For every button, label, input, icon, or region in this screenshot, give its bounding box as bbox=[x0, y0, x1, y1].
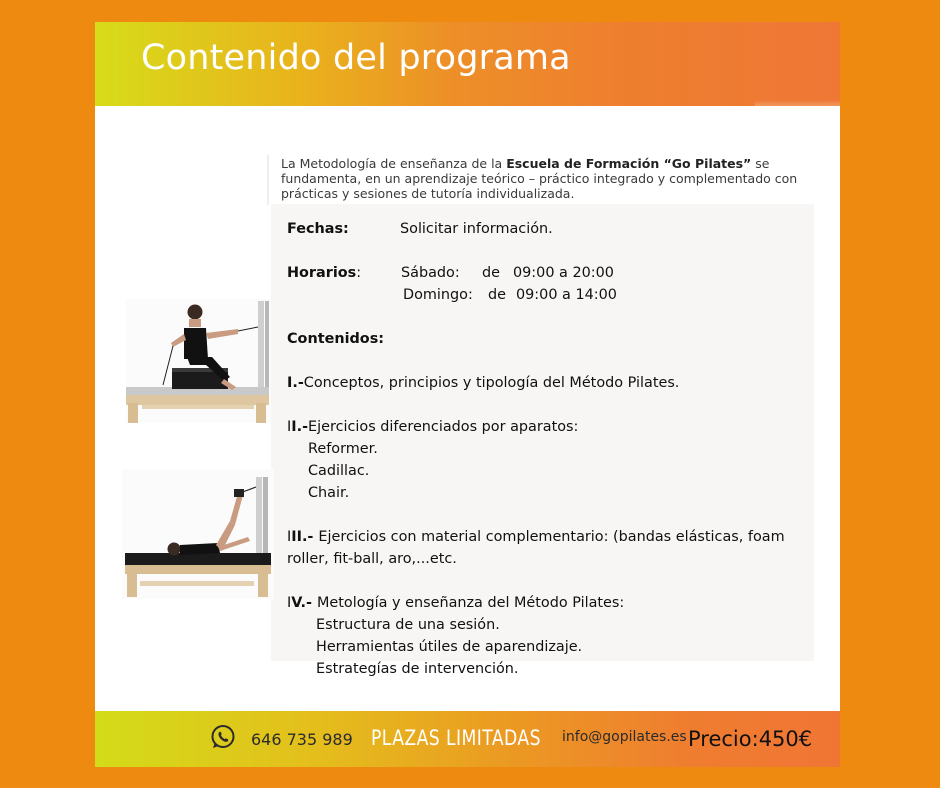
program-card bbox=[95, 22, 840, 767]
page-title: Contenido del programa bbox=[141, 38, 571, 78]
reformer-seated-illustration bbox=[126, 299, 271, 423]
section-4-title: Metología y enseñanza del Método Pilates: bbox=[316, 595, 625, 611]
limited-places-banner: PLAZAS LIMITADAS bbox=[371, 726, 541, 750]
phone-number[interactable]: 646 735 989 bbox=[251, 730, 353, 749]
list-item: Herramientas útiles de aparendizaje. bbox=[316, 639, 583, 655]
section-1-number: I.- bbox=[287, 375, 304, 391]
section-2 bbox=[287, 416, 807, 438]
list-item: Chair. bbox=[308, 485, 350, 501]
photo-cadillac-lying bbox=[122, 469, 274, 599]
schedule-label: Horarios bbox=[287, 265, 357, 281]
whatsapp-icon bbox=[210, 724, 236, 750]
section-3-prefix-plain: I bbox=[287, 529, 292, 545]
section-2-number: I.- bbox=[291, 419, 309, 435]
list-item: Cadillac. bbox=[308, 463, 370, 479]
list-item: Estrategías de intervención. bbox=[316, 661, 519, 677]
schedule-day-1: Sábado: bbox=[401, 265, 460, 281]
section-4-number: V.- bbox=[291, 595, 317, 611]
section-2-title: Ejercicios diferenciados por aparatos: bbox=[308, 419, 579, 435]
list-item: Reformer. bbox=[308, 441, 378, 457]
banner-fold bbox=[755, 100, 840, 106]
contents-heading bbox=[287, 328, 807, 350]
section-1-title: Conceptos, principios y tipología del Método Pilates. bbox=[303, 375, 680, 391]
section-4 bbox=[287, 592, 807, 614]
intro-paragraph bbox=[281, 156, 811, 202]
price-label: Precio:450€ bbox=[688, 727, 813, 751]
section-3-title: Ejercicios con material complementario: (bandas elásticas, foam roller, fit-ball, aro,...etc. bbox=[287, 529, 785, 567]
program-details bbox=[287, 218, 807, 680]
contents-label: Contenidos: bbox=[287, 331, 385, 347]
schedule-time-1: 09:00 a 20:00 bbox=[513, 265, 614, 281]
dates-label: Fechas: bbox=[287, 221, 349, 237]
intro-text-1: La Metodología de enseñanza de la bbox=[281, 156, 507, 171]
footer-banner bbox=[95, 711, 840, 767]
header-banner bbox=[95, 22, 840, 106]
schedule-label-colon: : bbox=[356, 265, 362, 281]
dates-value: Solicitar información. bbox=[400, 221, 553, 237]
schedule-day-2: Domingo: bbox=[403, 287, 473, 303]
section-3 bbox=[287, 526, 807, 570]
dates-row bbox=[287, 218, 807, 240]
intro-text-2: se fundamenta, en un aprendizaje teórico – práctico integrado y complementado con prácticas y sesiones de tutoría individualizada. bbox=[281, 156, 798, 201]
section-3-number: II.- bbox=[291, 529, 319, 545]
schedule-prep-1: de bbox=[482, 265, 500, 281]
schedule-row-1 bbox=[287, 262, 807, 284]
cadillac-lying-illustration bbox=[122, 469, 274, 599]
list-item: Estructura de una sesión. bbox=[316, 617, 500, 633]
photo-reformer-seated bbox=[126, 299, 271, 423]
school-name: Escuela de Formación “Go Pilates” bbox=[506, 156, 752, 171]
schedule-prep-2: de bbox=[488, 287, 506, 303]
schedule-row-2 bbox=[287, 284, 807, 306]
email-link[interactable]: info@gopilates.es bbox=[562, 729, 687, 745]
section-4-prefix-plain: I bbox=[287, 595, 292, 611]
section-1 bbox=[287, 372, 807, 394]
intro-divider bbox=[267, 155, 269, 205]
schedule-time-2: 09:00 a 14:00 bbox=[516, 287, 617, 303]
section-2-prefix-plain: I bbox=[287, 419, 292, 435]
